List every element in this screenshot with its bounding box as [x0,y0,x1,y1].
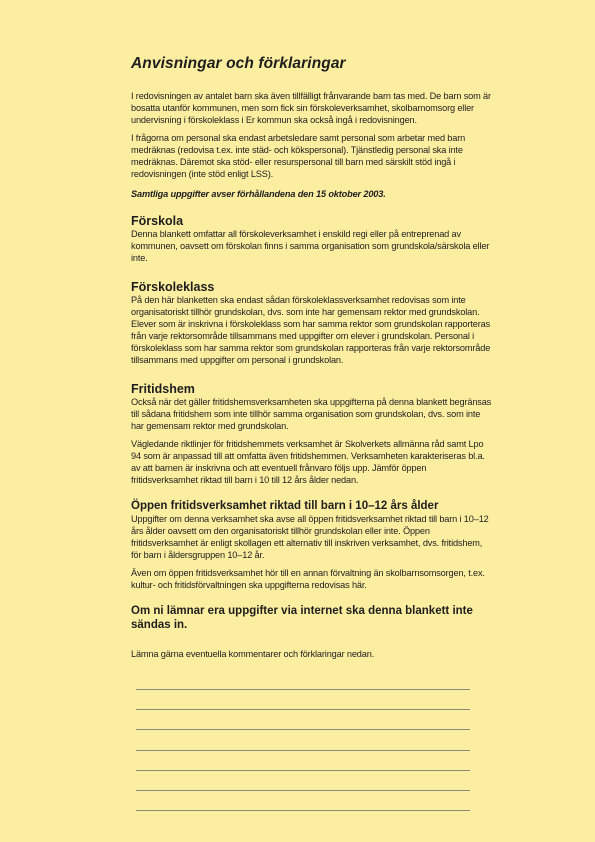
comment-line[interactable] [136,729,470,730]
instructions-content [131,55,493,660]
comment-prompt: Lämna gärna eventuella kommentarer och förklaringar nedan. [131,649,375,659]
section-heading-fritidshem: Fritidshem [131,382,195,396]
comment-line[interactable] [136,810,470,811]
section-heading-oppen-fritidsverksamhet: Öppen fritidsverksamhet riktad till barn i 10–12 års ålder [131,500,439,512]
section-heading-forskoleklass: Förskoleklass [131,280,215,294]
section-text: Denna blankett omfattar all förskoleverksamhet i enskild regi eller på entreprenad av kommunen, oavsett om förskolan finns i samma organisation som grundskola/särskola eller inte. [131,229,490,263]
comment-line[interactable] [136,689,470,690]
section-text: Vägledande riktlinjer för fritidshemmets verksamhet är Skolverkets allmänna råd samt Lpo 94 som är anpassad till att omfatta även fritidshemmen. Verksamheten karakteriseras bl.a. av att barnen är inskrivna och att eventuell frånvaro följs upp. Jämför öppen fritidsverksamhet riktad till barn i 10 till 12 års ålder nedan. [131,439,485,485]
comment-line[interactable] [136,790,470,791]
section-text: Också när det gäller fritidshemsverksamheten ska uppgifterna på denna blankett begränsas till sådana fritidshem som inte tillhör samma organisation som grundskolan, dvs. som inte har gemensam rektor med grundskolan. [131,397,492,431]
section-text: På den här blanketten ska endast sådan förskoleklassverksamhet redovisas som inte organisatoriskt tillhör grundskolan, dvs. som inte har gemensam rektor med grundskolan. Elever som är inskrivna i förskoleklass som har samma rektor som grundskolan rapporteras från varje rektorsområde tillsammans med uppgifter om elever i grundskolan. Personal i förskoleklass som har samma rektor som grundskolan rapporteras från varje rektorsområde tillsammans med uppgifter om personal i grundskolan. [131,295,491,365]
comment-line[interactable] [136,770,470,771]
comment-line[interactable] [136,709,470,710]
reference-date-note: Samtliga uppgifter avser förhållandena den 15 oktober 2003. [131,189,386,199]
intro-paragraph: I frågorna om personal ska endast arbetsledare samt personal som arbetar med barn medräknas (redovisa t.ex. inte städ- och kökspersonal). Tjänstledig personal ska inte medräknas. Däremot ska stöd- eller resurspersonal till barn med särskilt stöd ingå i redovisningen (inte stöd enligt LSS). [131,133,466,179]
page-title: Anvisningar och förklaringar [131,55,346,72]
comment-area[interactable] [136,689,470,830]
section-text: Även om öppen fritidsverksamhet hör till en annan förvaltning än skolbarnsomsorgen, t.ex. kultur- och fritidsförvaltningen ska uppgifterna redovisas här. [131,568,485,590]
section-heading-forskola: Förskola [131,214,184,228]
section-text: Uppgifter om denna verksamhet ska avse all öppen fritidsverksamhet riktad till barn i 10–12 års ålder oavsett om den organisatoriskt tillhör grundskolan eller inte. Öppen fritidsverksamhet är enligt skollagen ett alternativ till inskriven verksamhet, dvs. fritidshem, för barn i åldersgruppen 10–12 år. [131,514,489,560]
internet-submission-note: Om ni lämnar era uppgifter via internet ska denna blankett inte sändas in. [131,605,473,631]
comment-line[interactable] [136,750,470,751]
intro-paragraph: I redovisningen av antalet barn ska även tillfälligt frånvarande barn tas med. De barn som är bosatta utanför kommunen, men som fick sin förskoleverksamhet, skolbarnomsorg eller undervisning i förskoleklass i Er kommun ska också ingå i redovisningen. [131,91,491,125]
